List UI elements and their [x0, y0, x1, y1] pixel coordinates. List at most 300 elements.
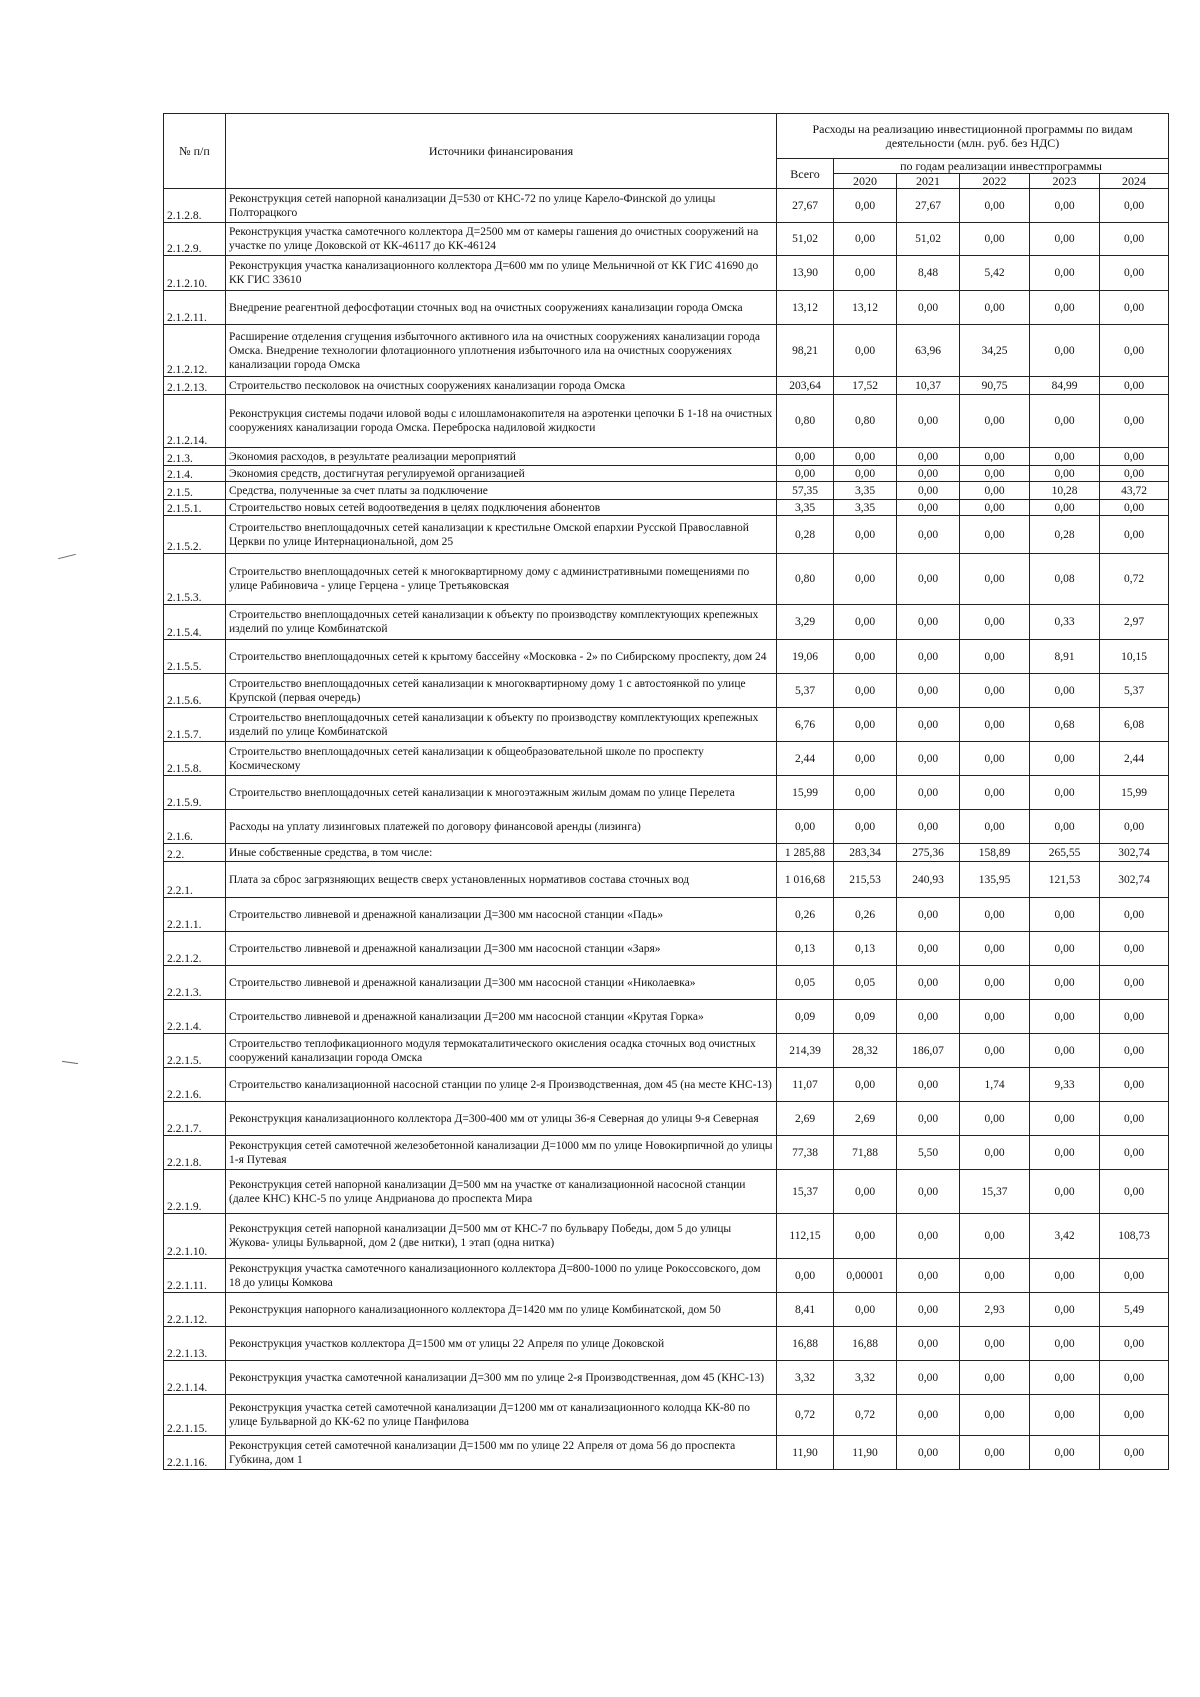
row-year-value: 0,00	[897, 1102, 960, 1136]
row-year-value: 0,00	[960, 448, 1030, 466]
row-year-value: 63,96	[897, 325, 960, 377]
row-year-value: 2,44	[1100, 742, 1169, 776]
row-year-value: 0,00	[960, 1102, 1030, 1136]
row-year-value: 0,80	[834, 395, 897, 448]
row-year-value: 0,00	[897, 554, 960, 605]
row-year-value: 0,33	[1030, 605, 1100, 640]
row-year-value: 0,00	[897, 482, 960, 500]
row-year-value: 0,00	[1100, 1034, 1169, 1068]
row-year-value: 0,00	[1100, 291, 1169, 325]
row-number: 2.2.1.7.	[164, 1102, 226, 1136]
row-year-value: 0,00	[834, 256, 897, 291]
row-year-value: 0,00	[897, 1327, 960, 1361]
row-year-value: 10,37	[897, 377, 960, 395]
row-year-value: 283,34	[834, 844, 897, 862]
row-year-value: 0,00	[1030, 1170, 1100, 1214]
row-year-value: 3,35	[834, 500, 897, 516]
row-number: 2.1.2.14.	[164, 395, 226, 448]
row-year-value: 0,00	[960, 482, 1030, 500]
row-year-value: 0,00	[897, 674, 960, 708]
row-total-value: 214,39	[777, 1034, 834, 1068]
row-total-value: 3,35	[777, 500, 834, 516]
row-year-value: 0,00	[1030, 742, 1100, 776]
row-year-value: 90,75	[960, 377, 1030, 395]
row-source: Расширение отделения сгущения избыточного активного ила на очистных сооружениях канализации города Омска. Внедрение технологии флотационного уплотнения избыточного ила на очистных сооружениях канализации города Омска	[226, 325, 777, 377]
row-year-value: 0,00	[834, 466, 897, 482]
row-year-value: 0,00	[897, 1395, 960, 1436]
table-row	[164, 1327, 1169, 1361]
row-year-value: 0,00	[960, 776, 1030, 810]
row-year-value: 9,33	[1030, 1068, 1100, 1102]
row-year-value: 0,00	[1030, 291, 1100, 325]
row-total-value: 19,06	[777, 640, 834, 674]
row-year-value: 0,00	[1100, 1327, 1169, 1361]
row-year-value: 0,00	[960, 1395, 1030, 1436]
row-year-value: 0,00	[897, 708, 960, 742]
row-year-value: 0,00	[1030, 448, 1100, 466]
row-number: 2.1.5.2.	[164, 516, 226, 554]
row-year-value: 0,00001	[834, 1259, 897, 1293]
row-year-value: 0,00	[1030, 1293, 1100, 1327]
row-year-value: 15,99	[1100, 776, 1169, 810]
row-total-value: 0,72	[777, 1395, 834, 1436]
row-source: Реконструкция участка самотечной канализации Д=300 мм по улице 2-я Производственная, дом 45 (КНС-13)	[226, 1361, 777, 1395]
row-year-value: 0,00	[1100, 1436, 1169, 1470]
row-year-value: 0,00	[897, 1293, 960, 1327]
row-total-value: 1 016,68	[777, 862, 834, 898]
row-year-value: 0,00	[1030, 776, 1100, 810]
row-year-value: 108,73	[1100, 1214, 1169, 1259]
row-number: 2.1.5.5.	[164, 640, 226, 674]
row-year-value: 34,25	[960, 325, 1030, 377]
table-row	[164, 1102, 1169, 1136]
row-year-value: 3,35	[834, 482, 897, 500]
row-year-value: 0,00	[897, 291, 960, 325]
row-number: 2.1.2.9.	[164, 223, 226, 256]
row-year-value: 0,00	[834, 325, 897, 377]
row-year-value: 0,00	[960, 500, 1030, 516]
document-sheet	[163, 113, 1169, 1470]
row-source: Строительство внеплощадочных сетей канализации к крестильне Омской епархии Русской Православной Церкви по улице Интернациональной, дом 25	[226, 516, 777, 554]
row-year-value: 158,89	[960, 844, 1030, 862]
row-year-value: 28,32	[834, 1034, 897, 1068]
row-year-value: 0,00	[960, 516, 1030, 554]
row-year-value: 0,00	[897, 1068, 960, 1102]
table-row	[164, 325, 1169, 377]
row-year-value: 0,00	[1030, 898, 1100, 932]
header-expenses: Расходы на реализацию инвестиционной программы по видам деятельности (млн. руб. без НДС)	[777, 114, 1169, 159]
row-number: 2.2.1.	[164, 862, 226, 898]
row-year-value: 0,00	[834, 189, 897, 223]
row-year-value: 0,00	[834, 810, 897, 844]
row-year-value: 0,00	[1100, 1395, 1169, 1436]
row-source: Реконструкция сетей самотечной канализации Д=1500 мм по улице 22 Апреля от дома 56 до проспекта Губкина, дом 1	[226, 1436, 777, 1470]
row-year-value: 0,09	[834, 1000, 897, 1034]
row-year-value: 0,00	[834, 1293, 897, 1327]
row-total-value: 112,15	[777, 1214, 834, 1259]
row-year-value: 0,00	[960, 554, 1030, 605]
row-source: Реконструкция напорного канализационного коллектора Д=1420 мм по улице Комбинатской, дом 50	[226, 1293, 777, 1327]
row-year-value: 0,00	[1030, 1436, 1100, 1470]
row-year-value: 0,00	[960, 742, 1030, 776]
row-year-value: 302,74	[1100, 844, 1169, 862]
row-source: Расходы на уплату лизинговых платежей по договору финансовой аренды (лизинга)	[226, 810, 777, 844]
row-source: Строительство ливневой и дренажной канализации Д=300 мм насосной станции «Заря»	[226, 932, 777, 966]
row-number: 2.1.5.1.	[164, 500, 226, 516]
table-row	[164, 810, 1169, 844]
row-total-value: 0,26	[777, 898, 834, 932]
row-source: Экономия средств, достигнутая регулируемой организацией	[226, 466, 777, 482]
row-year-value: 2,93	[960, 1293, 1030, 1327]
row-source: Строительство внеплощадочных сетей к многоквартирному дому с административными помещениями по улице Рабиновича - улице Герцена - улице Третьяковская	[226, 554, 777, 605]
row-source: Реконструкция участка сетей самотечной канализации Д=1200 мм от канализационного колодца КК-80 по улице Бульварной до КК-62 по улице Панфилова	[226, 1395, 777, 1436]
row-year-value: 0,00	[1030, 1136, 1100, 1170]
row-year-value: 0,00	[1100, 810, 1169, 844]
row-total-value: 0,00	[777, 448, 834, 466]
row-source: Строительство ливневой и дренажной канализации Д=200 мм насосной станции «Крутая Горка»	[226, 1000, 777, 1034]
row-total-value: 6,76	[777, 708, 834, 742]
table-row	[164, 1170, 1169, 1214]
row-year-value: 0,00	[897, 640, 960, 674]
row-year-value: 0,00	[960, 189, 1030, 223]
table-row	[164, 482, 1169, 500]
row-year-value: 0,28	[1030, 516, 1100, 554]
row-number: 2.2.1.1.	[164, 898, 226, 932]
row-number: 2.2.1.15.	[164, 1395, 226, 1436]
table-row	[164, 844, 1169, 862]
row-year-value: 27,67	[897, 189, 960, 223]
row-year-value: 0,72	[834, 1395, 897, 1436]
row-total-value: 1 285,88	[777, 844, 834, 862]
table-row	[164, 256, 1169, 291]
row-source: Средства, полученные за счет платы за подключение	[226, 482, 777, 500]
row-total-value: 51,02	[777, 223, 834, 256]
row-year-value: 0,00	[897, 1436, 960, 1470]
header-year: 2023	[1030, 174, 1100, 189]
row-number: 2.2.1.9.	[164, 1170, 226, 1214]
table-row	[164, 1034, 1169, 1068]
row-year-value: 0,00	[897, 1000, 960, 1034]
row-year-value: 2,69	[834, 1102, 897, 1136]
row-year-value: 10,15	[1100, 640, 1169, 674]
row-number: 2.2.1.5.	[164, 1034, 226, 1068]
row-year-value: 0,00	[897, 1259, 960, 1293]
row-year-value: 0,00	[1100, 966, 1169, 1000]
table-row	[164, 1068, 1169, 1102]
margin-mark	[62, 1061, 78, 1064]
row-year-value: 0,26	[834, 898, 897, 932]
row-total-value: 0,09	[777, 1000, 834, 1034]
row-number: 2.1.3.	[164, 448, 226, 466]
row-number: 2.2.1.11.	[164, 1259, 226, 1293]
row-year-value: 5,37	[1100, 674, 1169, 708]
row-number: 2.1.4.	[164, 466, 226, 482]
row-year-value: 0,00	[1100, 256, 1169, 291]
row-year-value: 0,00	[1030, 1259, 1100, 1293]
row-source: Строительство внеплощадочных сетей канализации к объекту по производству комплектующих крепежных изделий по улице Комбинатской	[226, 605, 777, 640]
row-source: Реконструкция сетей напорной канализации Д=500 мм на участке от канализационной насосной станции (далее КНС) КНС-5 по улице Андрианова до проспекта Мира	[226, 1170, 777, 1214]
row-year-value: 0,00	[1100, 932, 1169, 966]
row-source: Реконструкция системы подачи иловой воды с илошламонакопителя на аэротенки цепочки Б 1-18 на очистных сооружениях канализации города Омска. Переброска надиловой жидкости	[226, 395, 777, 448]
row-year-value: 0,00	[960, 674, 1030, 708]
margin-mark	[58, 554, 76, 559]
row-year-value: 0,00	[897, 810, 960, 844]
row-year-value: 15,37	[960, 1170, 1030, 1214]
row-year-value: 121,53	[1030, 862, 1100, 898]
row-year-value: 0,00	[960, 708, 1030, 742]
header-year: 2021	[897, 174, 960, 189]
row-year-value: 0,00	[834, 674, 897, 708]
row-year-value: 0,00	[1030, 223, 1100, 256]
row-number: 2.2.	[164, 844, 226, 862]
row-source: Внедрение реагентной дефосфотации сточных вод на очистных сооружениях канализации города Омска	[226, 291, 777, 325]
row-source: Строительство внеплощадочных сетей канализации к общеобразовательной школе по проспекту Космическому	[226, 742, 777, 776]
row-total-value: 11,07	[777, 1068, 834, 1102]
row-year-value: 0,00	[960, 395, 1030, 448]
row-total-value: 77,38	[777, 1136, 834, 1170]
row-year-value: 0,00	[897, 742, 960, 776]
row-number: 2.2.1.13.	[164, 1327, 226, 1361]
row-year-value: 0,00	[834, 223, 897, 256]
table-row	[164, 1000, 1169, 1034]
row-year-value: 0,00	[834, 554, 897, 605]
row-total-value: 0,00	[777, 1259, 834, 1293]
row-year-value: 5,50	[897, 1136, 960, 1170]
row-total-value: 3,29	[777, 605, 834, 640]
row-year-value: 8,91	[1030, 640, 1100, 674]
row-number: 2.1.2.11.	[164, 291, 226, 325]
row-total-value: 5,37	[777, 674, 834, 708]
row-source: Иные собственные средства, в том числе:	[226, 844, 777, 862]
header-sources: Источники финансирования	[226, 114, 777, 189]
row-year-value: 0,00	[960, 1136, 1030, 1170]
header-total: Всего	[777, 159, 834, 189]
row-year-value: 0,00	[1030, 256, 1100, 291]
row-year-value: 0,00	[960, 966, 1030, 1000]
row-year-value: 0,00	[960, 1361, 1030, 1395]
table-row	[164, 1436, 1169, 1470]
row-year-value: 0,05	[834, 966, 897, 1000]
table-row	[164, 640, 1169, 674]
row-year-value: 17,52	[834, 377, 897, 395]
row-total-value: 11,90	[777, 1436, 834, 1470]
investment-table	[163, 113, 1169, 1470]
row-year-value: 0,00	[960, 1436, 1030, 1470]
row-total-value: 0,13	[777, 932, 834, 966]
row-year-value: 0,00	[1100, 1361, 1169, 1395]
row-number: 2.2.1.14.	[164, 1361, 226, 1395]
row-year-value: 0,00	[834, 776, 897, 810]
row-total-value: 0,00	[777, 810, 834, 844]
row-year-value: 0,00	[1100, 1136, 1169, 1170]
table-row	[164, 1293, 1169, 1327]
row-total-value: 0,80	[777, 395, 834, 448]
row-source: Реконструкция участка самотечного канализационного коллектора Д=800-1000 по улице Рокоссовского, дом 18 до улицы Комкова	[226, 1259, 777, 1293]
header-year: 2024	[1100, 174, 1169, 189]
row-year-value: 0,00	[1100, 466, 1169, 482]
row-year-value: 0,00	[897, 1361, 960, 1395]
row-number: 2.1.5.8.	[164, 742, 226, 776]
row-source: Строительство внеплощадочных сетей канализации к объекту по производству комплектующих крепежных изделий по улице Комбинатской	[226, 708, 777, 742]
row-year-value: 1,74	[960, 1068, 1030, 1102]
row-year-value: 0,00	[960, 640, 1030, 674]
row-year-value: 0,00	[960, 223, 1030, 256]
table-row	[164, 448, 1169, 466]
row-year-value: 0,00	[1100, 1068, 1169, 1102]
row-year-value: 0,72	[1100, 554, 1169, 605]
row-year-value: 0,00	[897, 776, 960, 810]
row-year-value: 8,48	[897, 256, 960, 291]
table-row	[164, 708, 1169, 742]
table-row	[164, 966, 1169, 1000]
row-year-value: 0,00	[834, 708, 897, 742]
row-year-value: 0,00	[1100, 1000, 1169, 1034]
table-row	[164, 189, 1169, 223]
row-year-value: 10,28	[1030, 482, 1100, 500]
table-row	[164, 516, 1169, 554]
row-year-value: 0,00	[960, 291, 1030, 325]
row-year-value: 13,12	[834, 291, 897, 325]
row-source: Строительство внеплощадочных сетей к крытому бассейну «Московка - 2» по Сибирскому проспекту, дом 24	[226, 640, 777, 674]
row-source: Реконструкция сетей самотечной железобетонной канализации Д=1000 мм по улице Новокирпичной до улицы 1-я Путевая	[226, 1136, 777, 1170]
row-year-value: 3,42	[1030, 1214, 1100, 1259]
row-source: Строительство канализационной насосной станции по улице 2-я Производственная, дом 45 (на месте КНС-13)	[226, 1068, 777, 1102]
row-total-value: 3,32	[777, 1361, 834, 1395]
row-source: Строительство ливневой и дренажной канализации Д=300 мм насосной станции «Николаевка»	[226, 966, 777, 1000]
row-number: 2.2.1.2.	[164, 932, 226, 966]
row-year-value: 0,00	[960, 1259, 1030, 1293]
row-year-value: 265,55	[1030, 844, 1100, 862]
header-year: 2020	[834, 174, 897, 189]
row-total-value: 27,67	[777, 189, 834, 223]
row-year-value: 0,00	[1030, 1361, 1100, 1395]
row-year-value: 0,00	[897, 516, 960, 554]
row-number: 2.2.1.3.	[164, 966, 226, 1000]
row-total-value: 15,99	[777, 776, 834, 810]
row-source: Экономия расходов, в результате реализации мероприятий	[226, 448, 777, 466]
table-row	[164, 1136, 1169, 1170]
row-number: 2.2.1.12.	[164, 1293, 226, 1327]
header-year: 2022	[960, 174, 1030, 189]
row-year-value: 0,00	[834, 1068, 897, 1102]
row-source: Строительство ливневой и дренажной канализации Д=300 мм насосной станции «Падь»	[226, 898, 777, 932]
row-year-value: 0,00	[1100, 1170, 1169, 1214]
row-year-value: 0,00	[960, 932, 1030, 966]
row-total-value: 57,35	[777, 482, 834, 500]
row-total-value: 13,12	[777, 291, 834, 325]
row-number: 2.1.5.4.	[164, 605, 226, 640]
row-year-value: 0,00	[834, 640, 897, 674]
row-year-value: 0,00	[1030, 325, 1100, 377]
table-body	[164, 189, 1169, 1470]
row-year-value: 0,00	[834, 605, 897, 640]
row-number: 2.1.5.9.	[164, 776, 226, 810]
row-year-value: 0,13	[834, 932, 897, 966]
row-year-value: 0,68	[1030, 708, 1100, 742]
row-total-value: 16,88	[777, 1327, 834, 1361]
header-num: № п/п	[164, 114, 226, 189]
row-source: Строительство песколовок на очистных сооружениях канализации города Омска	[226, 377, 777, 395]
row-number: 2.1.5.7.	[164, 708, 226, 742]
row-total-value: 0,28	[777, 516, 834, 554]
header-by-years: по годам реализации инвестпрограммы	[834, 159, 1169, 174]
table-row	[164, 674, 1169, 708]
row-year-value: 0,00	[897, 500, 960, 516]
row-number: 2.1.2.10.	[164, 256, 226, 291]
row-source: Строительство внеплощадочных сетей канализации к многоэтажным жилым домам по улице Перелета	[226, 776, 777, 810]
row-total-value: 2,44	[777, 742, 834, 776]
row-year-value: 0,00	[897, 932, 960, 966]
row-year-value: 0,00	[960, 605, 1030, 640]
row-year-value: 16,88	[834, 1327, 897, 1361]
row-year-value: 0,00	[1030, 1102, 1100, 1136]
row-year-value: 0,00	[960, 466, 1030, 482]
row-year-value: 0,00	[1100, 500, 1169, 516]
row-year-value: 215,53	[834, 862, 897, 898]
row-year-value: 0,00	[1030, 966, 1100, 1000]
row-year-value: 0,00	[1100, 516, 1169, 554]
row-year-value: 0,00	[960, 1034, 1030, 1068]
row-year-value: 0,00	[1030, 1000, 1100, 1034]
row-year-value: 11,90	[834, 1436, 897, 1470]
row-year-value: 275,36	[897, 844, 960, 862]
row-source: Реконструкция участков коллектора Д=1500 мм от улицы 22 Апреля по улице Доковской	[226, 1327, 777, 1361]
row-year-value: 0,00	[1100, 325, 1169, 377]
row-number: 2.2.1.10.	[164, 1214, 226, 1259]
row-source: Реконструкция участка самотечного коллектора Д=2500 мм от камеры гашения до очистных сооружений на участке по улице Доковской от КК-46117 до КК-46124	[226, 223, 777, 256]
row-year-value: 0,00	[1030, 674, 1100, 708]
row-year-value: 0,00	[897, 395, 960, 448]
table-row	[164, 1214, 1169, 1259]
row-number: 2.1.5.6.	[164, 674, 226, 708]
row-source: Строительство новых сетей водоотведения в целях подключения абонентов	[226, 500, 777, 516]
table-row	[164, 776, 1169, 810]
row-year-value: 0,00	[897, 605, 960, 640]
row-year-value: 0,00	[897, 466, 960, 482]
row-year-value: 0,00	[1100, 189, 1169, 223]
row-year-value: 0,00	[897, 448, 960, 466]
table-row	[164, 932, 1169, 966]
table-row	[164, 395, 1169, 448]
row-year-value: 51,02	[897, 223, 960, 256]
row-number: 2.2.1.8.	[164, 1136, 226, 1170]
row-year-value: 0,00	[1100, 377, 1169, 395]
row-year-value: 0,00	[834, 1214, 897, 1259]
table-row	[164, 377, 1169, 395]
row-year-value: 71,88	[834, 1136, 897, 1170]
row-total-value: 98,21	[777, 325, 834, 377]
row-year-value: 0,00	[1100, 448, 1169, 466]
table-row	[164, 898, 1169, 932]
row-year-value: 0,00	[1030, 500, 1100, 516]
row-year-value: 0,00	[834, 516, 897, 554]
row-year-value: 0,00	[1100, 223, 1169, 256]
row-total-value: 13,90	[777, 256, 834, 291]
row-year-value: 2,97	[1100, 605, 1169, 640]
row-year-value: 0,00	[1030, 1327, 1100, 1361]
row-year-value: 0,00	[834, 448, 897, 466]
row-number: 2.1.6.	[164, 810, 226, 844]
table-row	[164, 466, 1169, 482]
row-year-value: 0,00	[897, 1170, 960, 1214]
row-number: 2.1.2.12.	[164, 325, 226, 377]
row-number: 2.1.2.8.	[164, 189, 226, 223]
row-source: Реконструкция участка канализационного коллектора Д=600 мм по улице Мельничной от КК ГИС 41690 до КК ГИС 33610	[226, 256, 777, 291]
row-year-value: 5,42	[960, 256, 1030, 291]
row-year-value: 0,00	[1030, 810, 1100, 844]
row-year-value: 6,08	[1100, 708, 1169, 742]
row-total-value: 0,05	[777, 966, 834, 1000]
